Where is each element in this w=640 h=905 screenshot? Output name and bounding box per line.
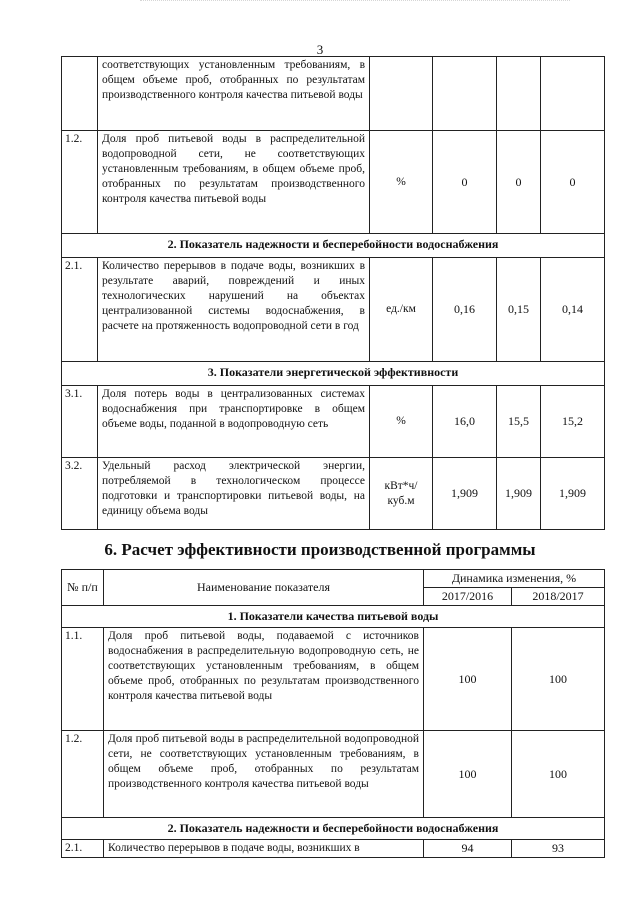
section-6-title: 6. Расчет эффективности производственной программы [104,540,536,559]
indicator-description: Удельный расход электрической энергии, потребляемой в технологическом процессе подготовки и транспортировки питьевой воды, на единицу объема воды [98,458,370,530]
table-row [62,131,605,234]
section-heading: 3. Показатели энергетической эффективности [62,362,605,386]
header-dynamics: Динамика изменения, % [424,570,605,588]
table-row [62,628,605,731]
row-number: 2.1. [62,258,98,362]
unit-cell: % [370,386,433,458]
value-cell: 94 [424,840,512,858]
header-period-1: 2017/2016 [424,588,512,606]
indicator-description: Доля проб питьевой воды в распределительной водопроводной сети, не соответствующих установленным требованиям, в общем объеме проб, отобранных по результатам производственного контроля качества питьевой воды [104,731,424,818]
row-number: 1.1. [62,628,104,731]
indicators-table [61,56,605,530]
section-heading: 1. Показатели качества питьевой воды [62,606,605,628]
table-row [62,731,605,818]
value-cell: 0,15 [497,258,541,362]
value-cell: 0 [541,131,605,234]
row-number: 3.1. [62,386,98,458]
value-cell: 100 [512,628,605,731]
scan-noise [140,0,570,7]
value-cell: 0 [433,131,497,234]
section-heading-row [62,234,605,258]
indicator-description: Доля проб питьевой воды в распределительной водопроводной сети, не соответствующих установленным требованиям, в общем объеме проб, отобранных по результатам производственного контроля качества питьевой воды [98,131,370,234]
section-heading-row [62,818,605,840]
row-number-cell [62,57,98,131]
table-row [62,57,605,131]
value-cell [541,57,605,131]
value-cell: 1,909 [497,458,541,530]
value-cell: 100 [424,628,512,731]
value-cell: 15,5 [497,386,541,458]
header-row [62,570,605,588]
value-cell: 100 [424,731,512,818]
value-cell: 0 [497,131,541,234]
indicator-description: Количество перерывов в подаче воды, возникших в [104,840,424,858]
value-cell: 16,0 [433,386,497,458]
value-cell [497,57,541,131]
indicator-description: соответствующих установленным требованиям, в общем объеме проб, отобранных по результатам производственного контроля качества питьевой воды [98,57,370,131]
section-heading: 2. Показатель надежности и бесперебойности водоснабжения [62,818,605,840]
value-cell: 15,2 [541,386,605,458]
unit-cell: кВт*ч/куб.м [370,458,433,530]
section-heading-row [62,606,605,628]
value-cell: 100 [512,731,605,818]
indicator-description: Количество перерывов в подаче воды, возникших в результате аварий, повреждений и иных технологических нарушений на объектах централизованной системы водоснабжения, в расчете на протяженность водопроводной сети в год [98,258,370,362]
section-heading-row [62,362,605,386]
page-number: 3 [316,42,324,57]
header-indicator-name: Наименование показателя [104,570,424,606]
header-number: № п/п [62,570,104,606]
indicator-description: Доля потерь воды в централизованных системах водоснабжения при транспортировке в общем объеме воды, поданной в водопроводную сеть [98,386,370,458]
row-number: 2.1. [62,840,104,858]
table-row [62,258,605,362]
row-number: 1.2. [62,131,98,234]
value-cell: 0,16 [433,258,497,362]
unit-cell: % [370,131,433,234]
row-number: 3.2. [62,458,98,530]
value-cell: 0,14 [541,258,605,362]
unit-cell: ед./км [370,258,433,362]
value-cell [433,57,497,131]
section-heading: 2. Показатель надежности и бесперебойности водоснабжения [62,234,605,258]
table-row [62,386,605,458]
unit-cell [370,57,433,131]
value-cell: 1,909 [541,458,605,530]
table-row [62,458,605,530]
indicator-description: Доля проб питьевой воды, подаваемой с источников водоснабжения в распределительную водопроводную сеть, не соответствующих установленным требованиям, в общем объеме проб, отобранных по результатам производственного контроля качества питьевой воды [104,628,424,731]
row-number: 1.2. [62,731,104,818]
value-cell: 93 [512,840,605,858]
value-cell: 1,909 [433,458,497,530]
table-row [62,840,605,858]
header-period-2: 2018/2017 [512,588,605,606]
efficiency-table [61,569,605,858]
